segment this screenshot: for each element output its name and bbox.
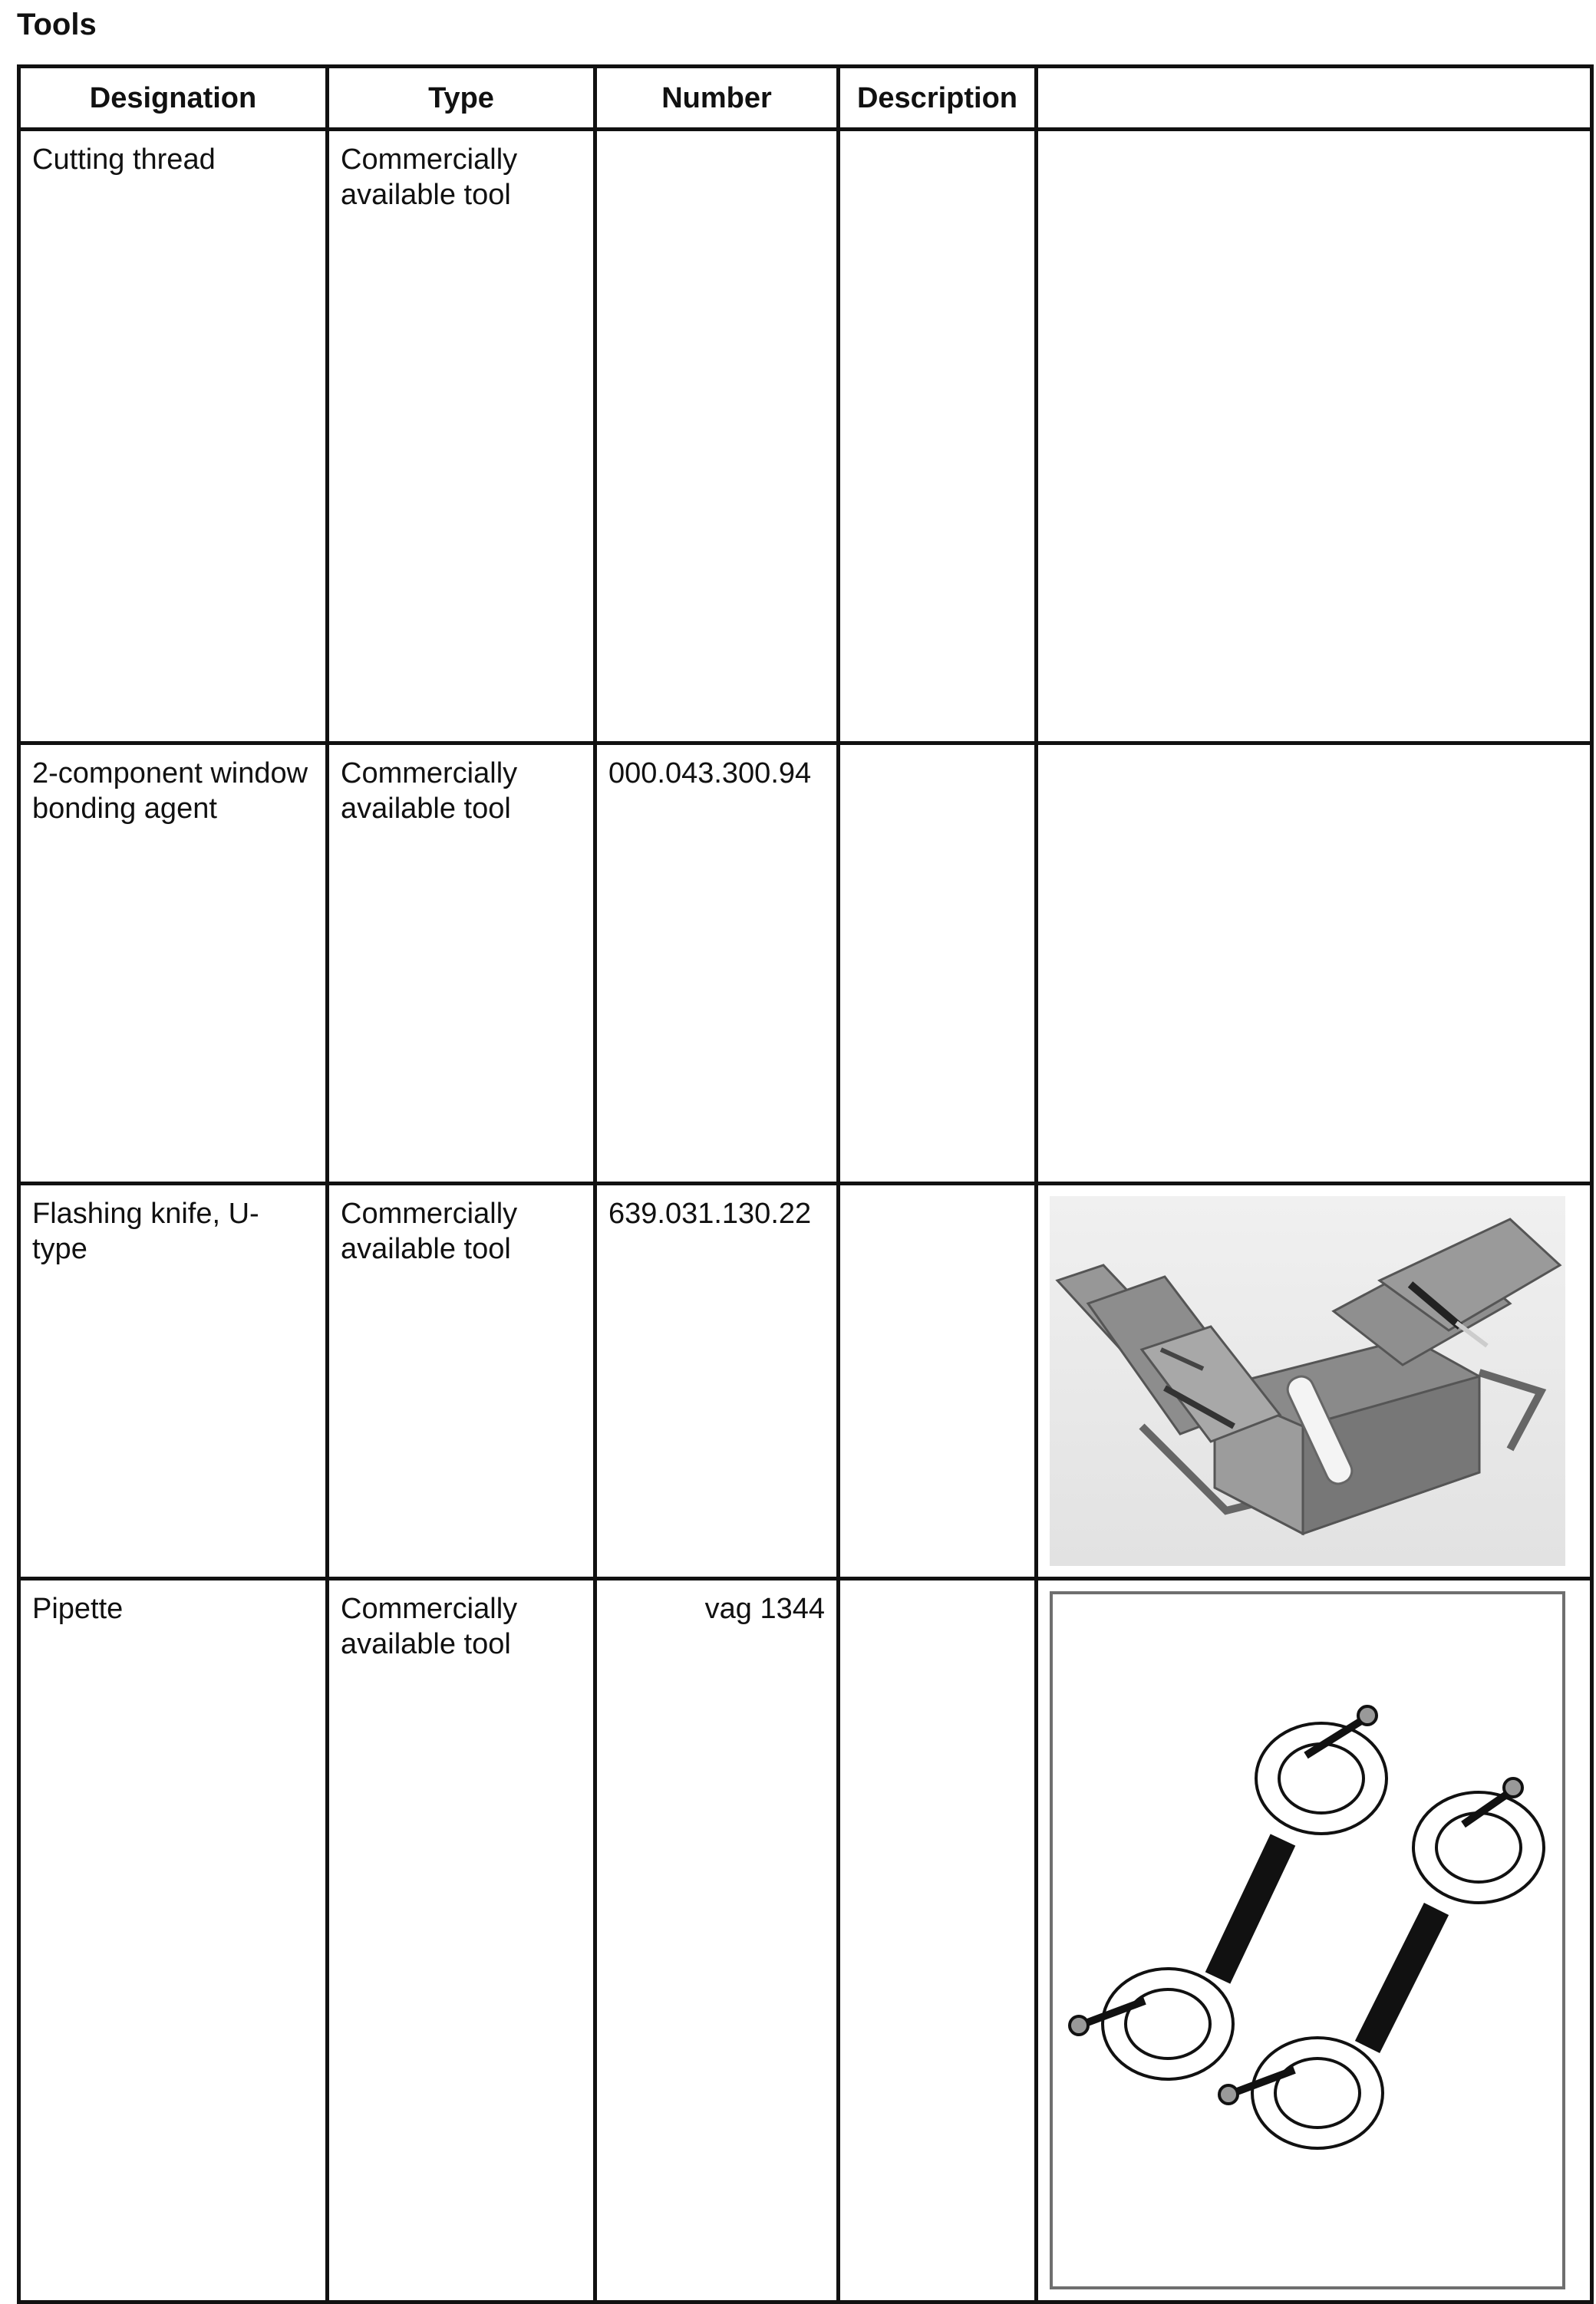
header-image — [1037, 67, 1592, 130]
cell-type: Commercially available tool — [328, 1579, 595, 2302]
cell-number: 639.031.130.22 — [595, 1184, 839, 1579]
cell-description — [839, 130, 1037, 743]
cell-number — [595, 130, 839, 743]
cell-type: Commercially available tool — [328, 130, 595, 743]
cell-description — [839, 743, 1037, 1184]
table-row — [19, 130, 1592, 743]
table-header-row — [19, 67, 1592, 130]
cell-image — [1037, 1184, 1592, 1579]
cell-type: Commercially available tool — [328, 1184, 595, 1579]
table-row — [19, 743, 1592, 1184]
header-type: Type — [328, 67, 595, 130]
suction-lifter-illustration — [1053, 1594, 1562, 2286]
cell-image — [1037, 743, 1592, 1184]
page-title: Tools — [17, 8, 97, 41]
cell-image — [1037, 1579, 1592, 2302]
cell-description — [839, 1579, 1037, 2302]
cell-number: vag 1344 — [595, 1579, 839, 2302]
cell-image — [1037, 130, 1592, 743]
table-row — [19, 1579, 1592, 2302]
tools-table — [17, 64, 1594, 2304]
cell-number: 000.043.300.94 — [595, 743, 839, 1184]
toolbox-illustration — [1050, 1196, 1565, 1566]
toolbox-photo — [1050, 1196, 1565, 1566]
cell-designation: 2-component window bonding agent — [19, 743, 328, 1184]
cell-description — [839, 1184, 1037, 1579]
header-number: Number — [595, 67, 839, 130]
suction-lifter-drawing — [1050, 1591, 1565, 2289]
cell-designation: Flashing knife, U-type — [19, 1184, 328, 1579]
table-row — [19, 1184, 1592, 1579]
cell-designation: Cutting thread — [19, 130, 328, 743]
header-designation: Designation — [19, 67, 328, 130]
cell-designation: Pipette — [19, 1579, 328, 2302]
cell-type: Commercially available tool — [328, 743, 595, 1184]
header-description: Description — [839, 67, 1037, 130]
